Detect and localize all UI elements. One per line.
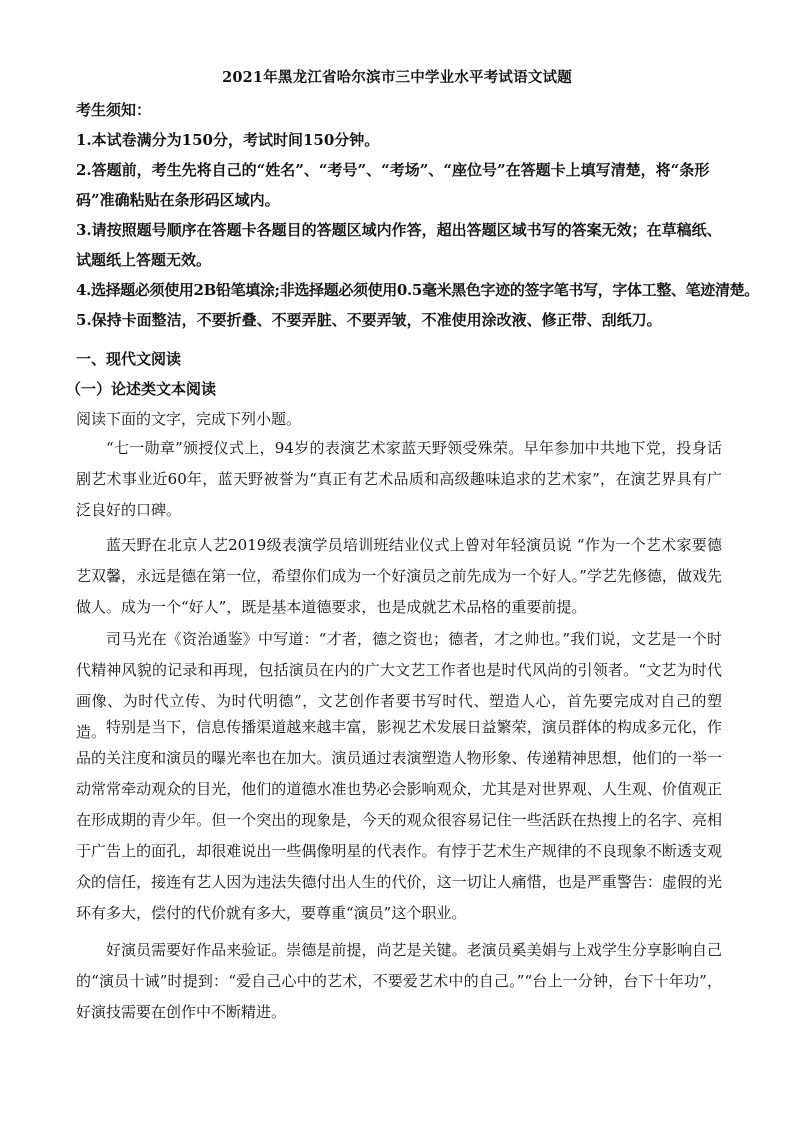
notice-item-2: 2.答题前，考生先将自己的“姓名”、“考号”、“考场”、“座位号”在答题卡上填写清楚，将“条形码”准确粘贴在条形码区域内。 xyxy=(76,161,710,209)
section-heading: 一、现代文阅读 xyxy=(76,350,182,368)
document-title: 2021年黑龙江省哈尔滨市三中学业水平考试语文试题 xyxy=(222,69,572,86)
notice-item-5: 5.保持卡面整洁，不要折叠、不要弄脏、不要弄皱，不准使用涂改液、修正带、刮纸刀。 xyxy=(76,311,662,329)
notice-item-3: 3.请按照题号顺序在答题卡各题目的答题区域内作答，超出答题区域书写的答案无效；在草稿纸、试题纸上答题无效。 xyxy=(76,221,722,269)
exam-notice xyxy=(76,95,759,335)
notice-item-4: 4.选择题必须使用2B铅笔填涂;非选择题必须使用0.5毫米黑色字迹的签字笔书写，字体工整、笔迹清楚。 xyxy=(76,281,759,299)
subsection-heading: （一）论述类文本阅读 xyxy=(66,380,217,398)
notice-item-1: 1.本试卷满分为150分，考试时间150分钟。 xyxy=(76,131,380,149)
paragraph-3: 司马光在《资治通鉴》中写道：“才者，德之资也；德者，才之帅也。”我们说，文艺是一个时代精神风貌的记录和再现，包括演员在内的广大文艺工作者也是时代风尚的引领者。“文艺为时代画像、为时代立传、为时代明德”，文艺创作者要书写时代、塑造人心，首先要完成对自己的塑造。 xyxy=(76,630,722,741)
reading-instruction: 阅读下面的文字，完成下列小题。 xyxy=(76,410,302,428)
paragraph-4: 特别是当下，信息传播渠道越来越丰富，影视艺术发展日益繁荣，演员群体的构成多元化，作品的关注度和演员的曝光率也在加大。演员通过表演塑造人物形象、传递精神思想，他们的一举一动常常牵动观众的目光，他们的道德水准也势必会影响观众，尤其是对世界观、人生观、价值观正在形成期的青少年。但一个突出的现象是，今天的观众很容易记住一些活跃在热搜上的名字、亮相于广告上的面孔，却很难说出一些偶像明星的代表作。有悖于艺术生产规律的不良现象不断透支观众的信任，接连有艺人因为违法失德付出人生的代价，这一切让人痛惜，也是严重警告：虚假的光环有多大，偿付的代价就有多大，要尊重“演员”这个职业。 xyxy=(76,718,722,922)
paragraph-2: 蓝天野在北京人艺2019级表演学员培训班结业仪式上曾对年轻演员说 “作为一个艺术家要德艺双馨，永远是德在第一位，希望你们成为一个好演员之前先成为一个好人。”学艺先修德，做戏先做人。成为一个“好人”，既是基本道德要求，也是成就艺术品格的重要前提。 xyxy=(76,536,722,616)
paragraph-1: “七一勋章”颁授仪式上，94岁的表演艺术家蓝天野领受殊荣。早年参加中共地下党，投身话剧艺术事业近60年，蓝天野被誉为“真正有艺术品质和高级趣味追求的艺术家”，在演艺界具有广泛良好的口碑。 xyxy=(76,439,722,519)
notice-heading: 考生须知： xyxy=(76,101,152,119)
paragraph-5: 好演员需要好作品来验证。崇德是前提，尚艺是关键。老演员奚美娟与上戏学生分享影响自己的“演员十诫”时提到：“爱自己心中的艺术，不要爱艺术中的自己。”“台上一分钟，台下十年功”，好演技需要在创作中不断精进。 xyxy=(76,941,722,1021)
